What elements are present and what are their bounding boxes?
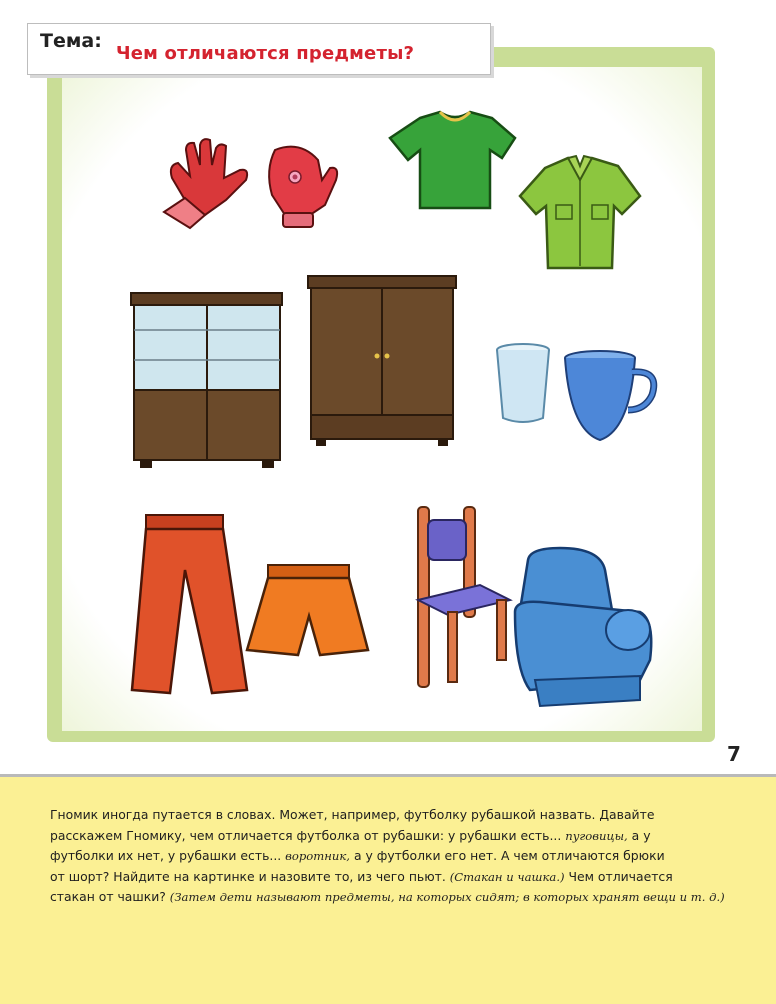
text-line: [50, 887, 740, 908]
text-segment: стакан от чашки?: [50, 889, 166, 904]
text-segment: Чем отличается: [568, 868, 673, 884]
glass-image: [497, 344, 549, 422]
cup-image: [565, 351, 654, 440]
text-line: [50, 846, 740, 867]
text-line: [50, 805, 740, 826]
text-segment: футболки их нет, у рубашки есть...: [50, 848, 282, 863]
text-segment: расскажем Гномику, чем отличается футболка от рубашки: у рубашки есть...: [50, 827, 562, 843]
text-segment: а у: [631, 827, 651, 843]
shorts-image: [247, 565, 368, 655]
chair-image: [418, 507, 510, 687]
answer-hint: пуговицы,: [565, 828, 628, 843]
topic-label: Тема:: [40, 30, 102, 52]
text-line: [50, 867, 740, 888]
text-segment: а у футболки его нет. А чем отличаются брюки: [353, 848, 665, 863]
china-cabinet-image: [131, 293, 282, 468]
answer-hint: (Затем дети называют предметы, на которых сидят; в которых хранят вещи и т. д.): [169, 890, 725, 904]
trousers-image: [132, 515, 247, 693]
answer-hint: (Стакан и чашка.): [449, 869, 565, 884]
page-number: 7: [727, 742, 741, 766]
text-line: [50, 826, 740, 847]
armchair-image: [515, 548, 651, 706]
text-segment: Гномик иногда путается в словах. Может, например, футболку рубашкой назвать. Давайте: [50, 807, 655, 822]
shirt-image: [520, 156, 640, 268]
instruction-text: [50, 805, 740, 908]
wardrobe-image: [308, 276, 456, 446]
mitten-image: [269, 147, 337, 227]
t-shirt-image: [390, 112, 515, 208]
topic-title: Чем отличаются предметы?: [116, 43, 415, 64]
text-segment: от шорт? Найдите на картинке и назовите то, из чего пьют.: [50, 868, 446, 884]
glove-image: [164, 139, 247, 228]
answer-hint: воротник,: [285, 849, 350, 863]
